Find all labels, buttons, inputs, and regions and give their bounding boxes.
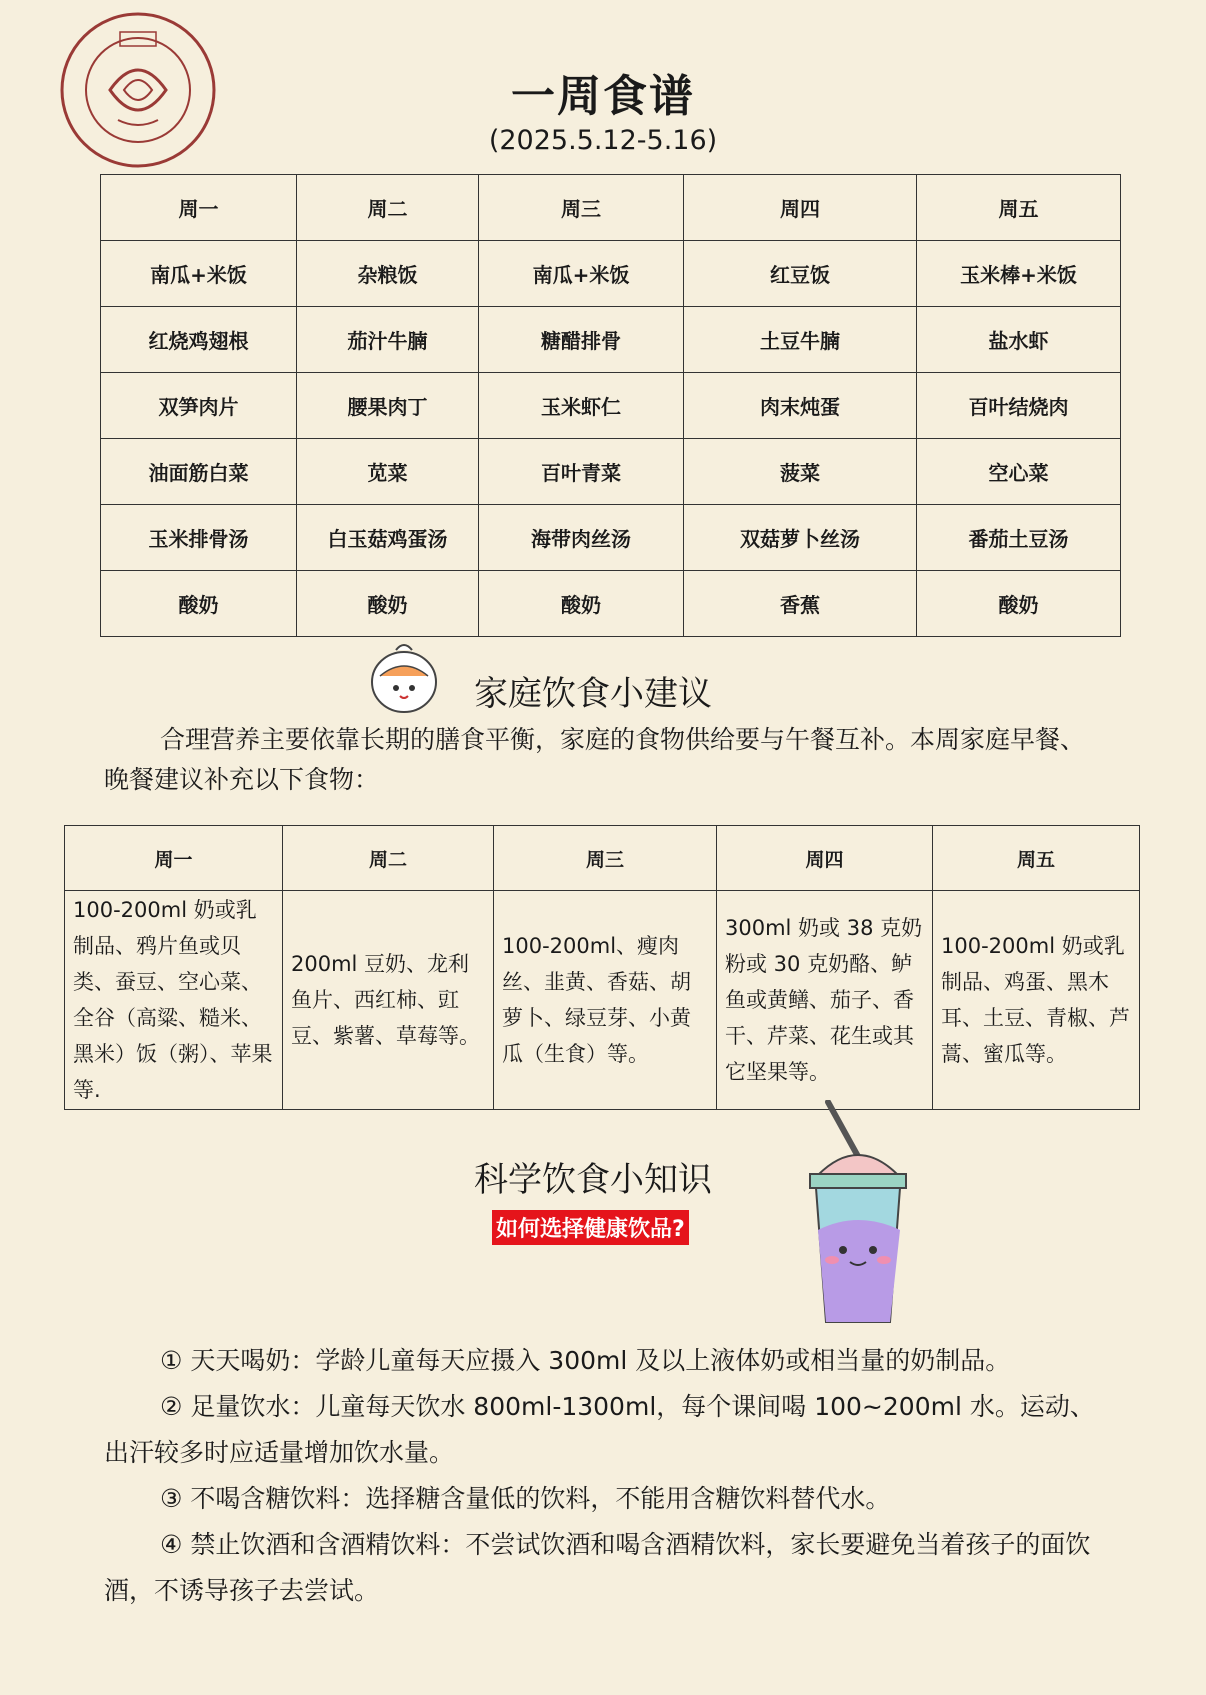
menu-cell: 油面筋白菜 — [101, 439, 297, 505]
day-header: 周五 — [933, 826, 1140, 891]
day-header: 周一 — [101, 175, 297, 241]
tip-item: ① 天天喝奶：学龄儿童每天应摄入 300ml 及以上液体奶或相当量的奶制品。 — [160, 1346, 1011, 1375]
dumpling-mascot-icon — [364, 636, 454, 716]
menu-cell: 酸奶 — [297, 571, 479, 637]
menu-cell: 南瓜+米饭 — [479, 241, 684, 307]
drink-cup-icon — [798, 1100, 918, 1330]
menu-cell: 红豆饭 — [684, 241, 917, 307]
menu-cell: 腰果肉丁 — [297, 373, 479, 439]
day-header: 周四 — [684, 175, 917, 241]
table-row — [101, 505, 1121, 571]
menu-cell: 白玉菇鸡蛋汤 — [297, 505, 479, 571]
table-row — [101, 373, 1121, 439]
menu-cell: 杂粮饭 — [297, 241, 479, 307]
page-title: 一周食谱 — [511, 71, 695, 122]
day-header: 周五 — [917, 175, 1121, 241]
date-range: (2025.5.12-5.16) — [488, 125, 718, 156]
science-tips — [104, 1338, 1114, 1614]
day-header: 周三 — [494, 826, 717, 891]
menu-cell: 菠菜 — [684, 439, 917, 505]
table-row — [65, 891, 1140, 1110]
menu-cell: 糖醋排骨 — [479, 307, 684, 373]
advice-cell: 200ml 豆奶、龙利鱼片、西红柿、豇豆、紫薯、草莓等。 — [283, 891, 494, 1110]
day-header: 周三 — [479, 175, 684, 241]
day-header: 周二 — [283, 826, 494, 891]
science-tag: 如何选择健康饮品? — [492, 1210, 689, 1245]
menu-cell: 酸奶 — [479, 571, 684, 637]
menu-cell: 双笋肉片 — [101, 373, 297, 439]
menu-cell: 玉米棒+米饭 — [917, 241, 1121, 307]
menu-cell: 玉米虾仁 — [479, 373, 684, 439]
tip-item: ③ 不喝含糖饮料：选择糖含量低的饮料，不能用含糖饮料替代水。 — [160, 1484, 891, 1513]
menu-cell: 百叶结烧肉 — [917, 373, 1121, 439]
advice-cell: 300ml 奶或 38 克奶粉或 30 克奶酪、鲈鱼或黄鳝、茄子、香干、芹菜、花生或其它坚果等。 — [717, 891, 933, 1110]
menu-cell: 百叶青菜 — [479, 439, 684, 505]
menu-cell: 肉末炖蛋 — [684, 373, 917, 439]
menu-cell: 海带肉丝汤 — [479, 505, 684, 571]
table-row — [101, 439, 1121, 505]
advice-title: 家庭饮食小建议 — [474, 674, 712, 714]
day-header: 周四 — [717, 826, 933, 891]
science-title: 科学饮食小知识 — [474, 1160, 712, 1200]
menu-cell: 土豆牛腩 — [684, 307, 917, 373]
advice-cell: 100-200ml 奶或乳制品、鸦片鱼或贝类、蚕豆、空心菜、全谷（高粱、糙米、黑米）饭（粥）、苹果等. — [65, 891, 283, 1110]
table-row — [101, 571, 1121, 637]
table-header-row — [101, 175, 1121, 241]
advice-cell: 100-200ml、瘦肉丝、韭黄、香菇、胡萝卜、绿豆芽、小黄瓜（生食）等。 — [494, 891, 717, 1110]
table-header-row — [65, 826, 1140, 891]
menu-cell: 红烧鸡翅根 — [101, 307, 297, 373]
weekly-menu-table — [100, 174, 1121, 637]
menu-cell: 香蕉 — [684, 571, 917, 637]
table-row — [101, 241, 1121, 307]
menu-cell: 酸奶 — [101, 571, 297, 637]
menu-cell: 苋菜 — [297, 439, 479, 505]
advice-cell: 100-200ml 奶或乳制品、鸡蛋、黑木耳、土豆、青椒、芦蒿、蜜瓜等。 — [933, 891, 1140, 1110]
menu-cell: 番茄土豆汤 — [917, 505, 1121, 571]
table-row — [101, 307, 1121, 373]
menu-cell: 玉米排骨汤 — [101, 505, 297, 571]
advice-text: 合理营养主要依靠长期的膳食平衡，家庭的食物供给要与午餐互补。本周家庭早餐、晚餐建议补充以下食物： — [104, 725, 1086, 794]
day-header: 周二 — [297, 175, 479, 241]
menu-cell: 酸奶 — [917, 571, 1121, 637]
day-header: 周一 — [65, 826, 283, 891]
advice-table — [64, 825, 1140, 1110]
menu-cell: 空心菜 — [917, 439, 1121, 505]
tip-item: ② 足量饮水：儿童每天饮水 800ml-1300ml，每个课间喝 100~200ml 水。运动、出汗较多时应适量增加饮水量。 — [104, 1392, 1095, 1467]
menu-cell: 茄汁牛腩 — [297, 307, 479, 373]
menu-cell: 双菇萝卜丝汤 — [684, 505, 917, 571]
menu-cell: 盐水虾 — [917, 307, 1121, 373]
tip-item: ④ 禁止饮酒和含酒精饮料：不尝试饮酒和喝含酒精饮料，家长要避免当着孩子的面饮酒，不诱导孩子去尝试。 — [104, 1530, 1091, 1605]
menu-cell: 南瓜+米饭 — [101, 241, 297, 307]
